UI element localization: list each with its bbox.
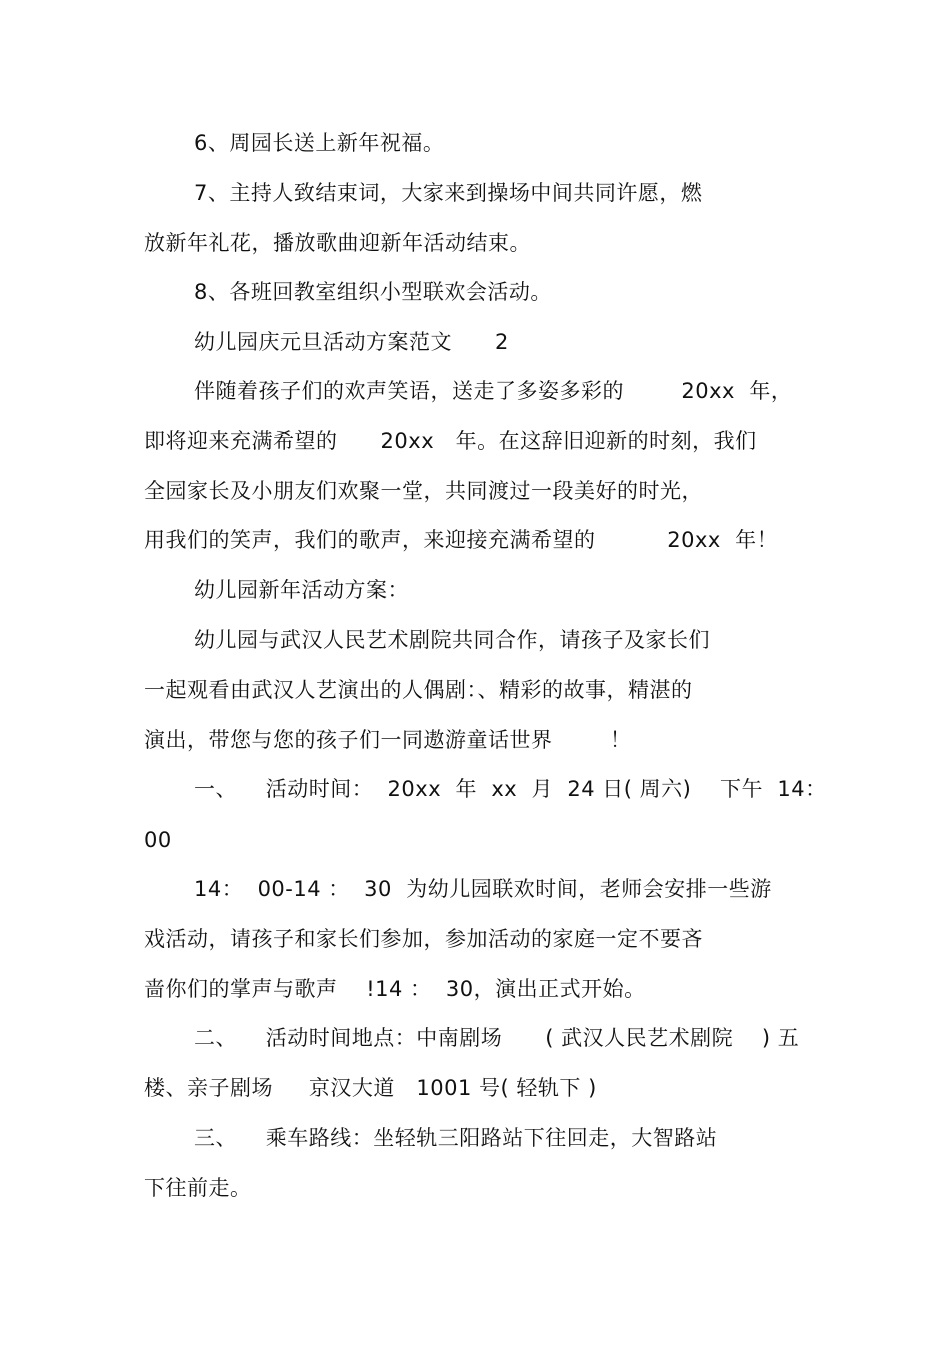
text-line-11: 幼儿园与武汉人民艺术剧院共同合作，请孩子及家长们	[194, 628, 710, 652]
text-line-19: 二、 活动时间地点：中南剧场 ( 武汉人民艺术剧院 ) 五	[194, 1026, 800, 1050]
text-line-3: 放新年礼花，播放歌曲迎新年活动结束。	[144, 231, 531, 255]
text-line-10: 幼儿园新年活动方案：	[194, 578, 409, 602]
text-line-5: 幼儿园庆元旦活动方案范文 2	[194, 330, 509, 354]
text-line-22: 下往前走。	[144, 1176, 252, 1200]
text-line-2: 7、主持人致结束词，大家来到操场中间共同许愿，燃	[194, 181, 703, 205]
text-line-20: 楼、亲子剧场 京汉大道 1001 号( 轻轨下 )	[144, 1076, 597, 1100]
text-line-14: 一、 活动时间： 20xx 年 xx 月 24 日( 周六) 下午 14：	[194, 777, 827, 801]
text-line-8: 全园家长及小朋友们欢聚一堂，共同渡过一段美好的时光，	[144, 479, 703, 503]
text-line-12: 一起观看由武汉人艺演出的人偶剧：、精彩的故事，精湛的	[144, 678, 693, 702]
text-line-13: 演出，带您与您的孩子们一同遨游童话世界 ！	[144, 728, 632, 752]
text-line-18: 啬你们的掌声与歌声 !14 ： 30，演出正式开始。	[144, 977, 646, 1001]
text-line-17: 戏活动，请孩子和家长们参加，参加活动的家庭一定不要吝	[144, 927, 703, 951]
text-line-1: 6、周园长送上新年祝福。	[194, 131, 445, 155]
text-line-16: 14： 00-14 ： 30 为幼儿园联欢时间，老师会安排一些游	[194, 877, 772, 901]
text-line-4: 8、各班回教室组织小型联欢会活动。	[194, 280, 552, 304]
text-line-9: 用我们的笑声，我们的歌声，来迎接充满希望的 20xx 年！	[144, 528, 779, 552]
text-line-7: 即将迎来充满希望的 20xx 年。在这辞旧迎新的时刻，我们	[144, 429, 757, 453]
text-line-15: 00	[144, 828, 172, 852]
text-line-6: 伴随着孩子们的欢声笑语，送走了多姿多彩的 20xx 年，	[194, 379, 793, 403]
text-line-21: 三、 乘车路线：坐轻轨三阳路站下往回走，大智路站	[194, 1126, 718, 1150]
